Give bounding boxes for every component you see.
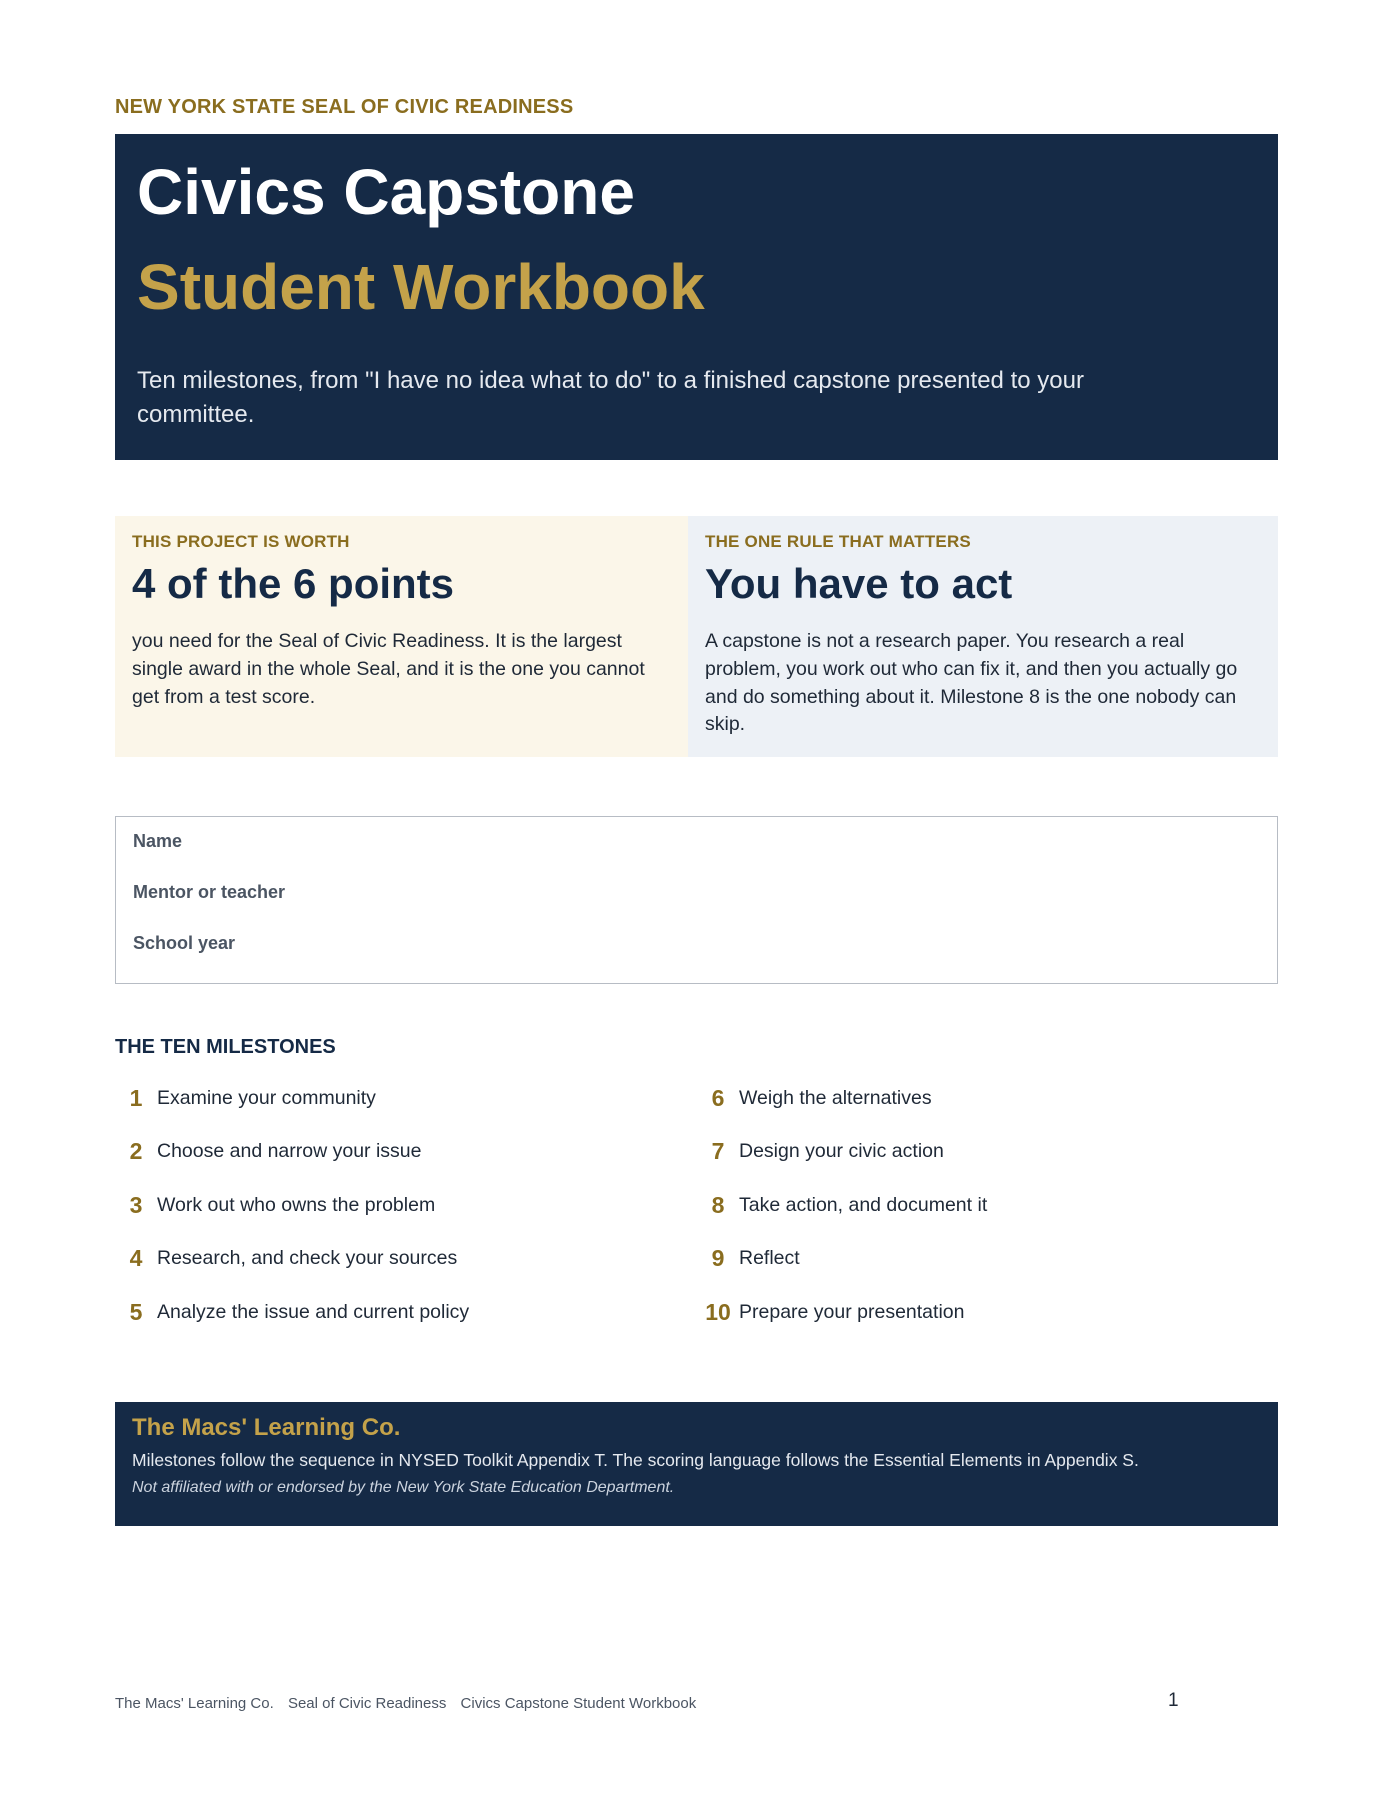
list-item	[115, 1239, 697, 1279]
footer-program: Seal of Civic Readiness	[287, 1695, 447, 1712]
milestone-label: Research, and check your sources	[157, 1247, 458, 1269]
milestones-heading: THE TEN MILESTONES	[115, 1036, 336, 1058]
hero-banner	[115, 134, 1278, 460]
milestone-label: Prepare your presentation	[739, 1300, 965, 1323]
list-item	[697, 1239, 1278, 1279]
milestone-label: Design your civic action	[739, 1140, 944, 1162]
mentor-field-label[interactable]: Mentor or teacher	[133, 882, 286, 902]
publisher-name: The Macs' Learning Co.	[132, 1414, 401, 1441]
milestone-number: 2	[129, 1138, 143, 1164]
milestone-number: 6	[711, 1084, 725, 1111]
student-info-box	[115, 816, 1278, 984]
milestone-label: Analyze the issue and current policy	[157, 1300, 470, 1323]
milestone-label: Weigh the alternatives	[739, 1086, 932, 1109]
milestone-number: 10	[705, 1298, 731, 1325]
school-year-field-label[interactable]: School year	[133, 933, 236, 953]
milestone-number: 8	[711, 1191, 725, 1218]
points-card-headline: 4 of the 6 points	[132, 560, 455, 607]
milestone-label: Examine your community	[157, 1086, 376, 1109]
list-item	[115, 1185, 697, 1225]
milestones-list	[115, 1078, 1278, 1346]
list-item	[115, 1078, 697, 1118]
running-footer	[115, 1695, 706, 1712]
milestone-number: 9	[711, 1245, 725, 1271]
milestone-label: Choose and narrow your issue	[157, 1140, 422, 1162]
list-item	[697, 1292, 1278, 1332]
points-card-label: THIS PROJECT IS WORTH	[132, 532, 350, 551]
milestone-label: Take action, and document it	[739, 1193, 988, 1216]
info-cards	[115, 516, 1278, 757]
milestone-label: Reflect	[739, 1247, 800, 1269]
rule-card-headline: You have to act	[705, 560, 1013, 607]
rule-card-label: THE ONE RULE THAT MATTERS	[705, 532, 971, 551]
list-item	[697, 1185, 1278, 1225]
footer-company: The Macs' Learning Co.	[115, 1695, 274, 1712]
document-title: Civics Capstone	[137, 156, 635, 228]
footer-doc-title: Civics Capstone Student Workbook	[460, 1695, 697, 1712]
milestone-label: Work out who owns the problem	[157, 1193, 436, 1216]
sequence-note: Milestones follow the sequence in NYSED Toolkit Appendix T. The scoring language follows the Essential Elements in Appendix S.	[132, 1450, 1139, 1470]
document-description: Ten milestones, from "I have no idea what to do" to a finished capstone presented to your committee.	[137, 366, 1084, 429]
disclaimer: Not affiliated with or endorsed by the New York State Education Department.	[132, 1479, 675, 1496]
rule-card	[688, 516, 1278, 757]
milestone-number: 4	[129, 1245, 143, 1271]
publisher-box	[115, 1402, 1278, 1526]
program-eyebrow: NEW YORK STATE SEAL OF CIVIC READINESS	[115, 96, 574, 118]
milestone-number: 3	[129, 1191, 143, 1218]
document-subtitle: Student Workbook	[137, 250, 705, 323]
name-field-label[interactable]: Name	[133, 831, 183, 851]
points-card-text: you need for the Seal of Civic Readiness. It is the largest single award in the whole Seal, and it is the one you cannot get from a test score.	[132, 630, 645, 708]
page-number: 1	[1168, 1690, 1179, 1711]
list-item	[115, 1132, 697, 1172]
milestone-number: 5	[129, 1298, 143, 1325]
milestone-number: 7	[711, 1138, 725, 1164]
list-item	[697, 1132, 1278, 1172]
milestone-number: 1	[129, 1084, 143, 1111]
rule-card-text: A capstone is not a research paper. You research a real problem, you work out who can fix it, and then you actually go and do something about it. Milestone 8 is the one nobody can skip.	[705, 630, 1238, 736]
list-item	[115, 1292, 697, 1332]
list-item	[697, 1078, 1278, 1118]
points-card	[115, 516, 688, 757]
